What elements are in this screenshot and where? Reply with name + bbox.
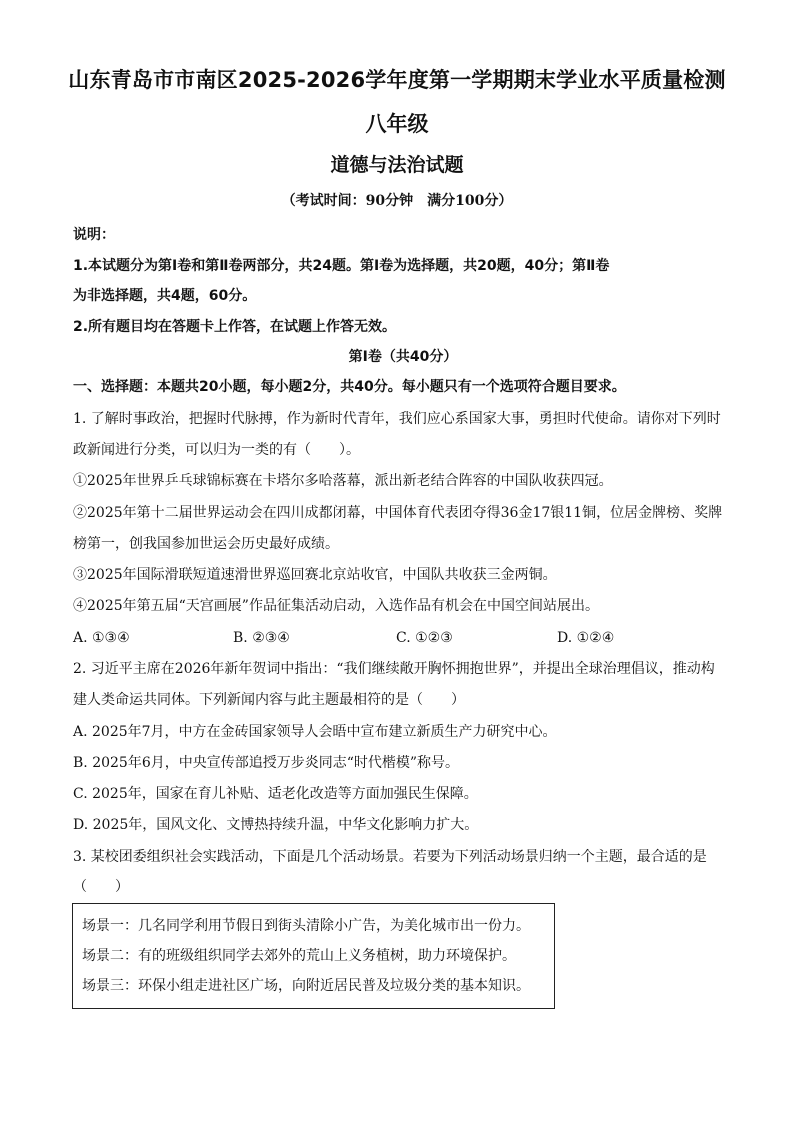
q1-item-4: ④2025年第五届“天宫画展”作品征集活动启动，入选作品有机会在中国空间站展出。 — [73, 598, 599, 614]
note-1-line-1: 1.本试题分为第Ⅰ卷和第Ⅱ卷两部分，共24题。第Ⅰ卷为选择题，共20题，40分；第Ⅱ卷 — [73, 258, 610, 274]
exam-info: （考试时间：90分钟 满分100分） — [281, 193, 513, 209]
section-heading: 一、选择题：本题共20小题，每小题2分，共40分。每小题只有一个选项符合题目要求。 — [73, 379, 626, 395]
q3-scenario-box — [72, 903, 555, 1009]
q3-scene-1: 场景一：几名同学利用节假日到街头清除小广告，为美化城市出一份力。 — [82, 918, 530, 934]
q3-scene-3: 场景三：环保小组走进社区广场，向附近居民普及垃圾分类的基本知识。 — [82, 978, 530, 994]
note-1-line-2: 为非选择题，共4题，60分。 — [73, 288, 257, 304]
q3-scene-2: 场景二：有的班级组织同学去郊外的荒山上义务植树，助力环境保护。 — [82, 948, 516, 964]
notes-label: 说明： — [73, 227, 115, 243]
q2-option-c[interactable]: C. 2025年，国家在育儿补贴、适老化改造等方面加强民生保障。 — [73, 786, 478, 802]
q1-option-b[interactable]: B. ②③④ — [233, 630, 290, 646]
q1-item-1: ①2025年世界乒乓球锦标赛在卡塔尔多哈落幕，派出新老结合阵容的中国队收获四冠。 — [73, 473, 613, 489]
q1-item-3: ③2025年国际滑联短道速滑世界巡回赛北京站收官，中国队共收获三金两铜。 — [73, 567, 557, 583]
note-2: 2.所有题目均在答题卡上作答，在试题上作答无效。 — [73, 319, 397, 335]
subject-heading: 道德与法治试题 — [330, 154, 464, 176]
q2-option-d[interactable]: D. 2025年，国风文化、文博热持续升温，中华文化影响力扩大。 — [73, 817, 479, 833]
part1-title: 第Ⅰ卷（共40分） — [348, 349, 458, 365]
q2-option-b[interactable]: B. 2025年6月，中央宣传部追授万步炎同志“时代楷模”称号。 — [73, 755, 460, 771]
q1-option-a[interactable]: A. ①③④ — [73, 630, 130, 646]
q2-stem-line-2: 建人类命运共同体。下列新闻内容与此主题最相符的是（ ） — [73, 692, 465, 708]
q1-option-d[interactable]: D. ①②④ — [557, 630, 615, 646]
grade-heading: 八年级 — [365, 112, 429, 136]
q2-option-a[interactable]: A. 2025年7月，中方在金砖国家领导人会晤中宣布建立新质生产力研究中心。 — [73, 724, 557, 740]
q1-stem-line-1: 1. 了解时事政治，把握时代脉搏，作为新时代青年，我们应心系国家大事，勇担时代使命。请你对下列时 — [73, 411, 721, 427]
q1-stem-line-2: 政新闻进行分类，可以归为一类的有（ ）。 — [73, 442, 360, 458]
exam-title: 山东青岛市市南区2025-2026学年度第一学期期末学业水平质量检测 — [68, 68, 726, 92]
q1-option-c[interactable]: C. ①②③ — [396, 630, 453, 646]
q2-stem-line-1: 2. 习近平主席在2026年新年贺词中指出：“我们继续敞开胸怀拥抱世界”，并提出全球治理倡议，推动构 — [73, 661, 715, 677]
q1-item-2-line-1: ②2025年第十二届世界运动会在四川成都闭幕，中国体育代表团夺得36金17银11铜，位居金牌榜、奖牌 — [73, 505, 723, 521]
q3-stem-line-1: 3. 某校团委组织社会实践活动，下面是几个活动场景。若要为下列活动场景归纳一个主题，最合适的是 — [73, 849, 707, 865]
q3-stem-line-2: （ ） — [73, 879, 129, 895]
q1-item-2-line-2: 榜第一，创我国参加世运会历史最好成绩。 — [73, 536, 339, 552]
